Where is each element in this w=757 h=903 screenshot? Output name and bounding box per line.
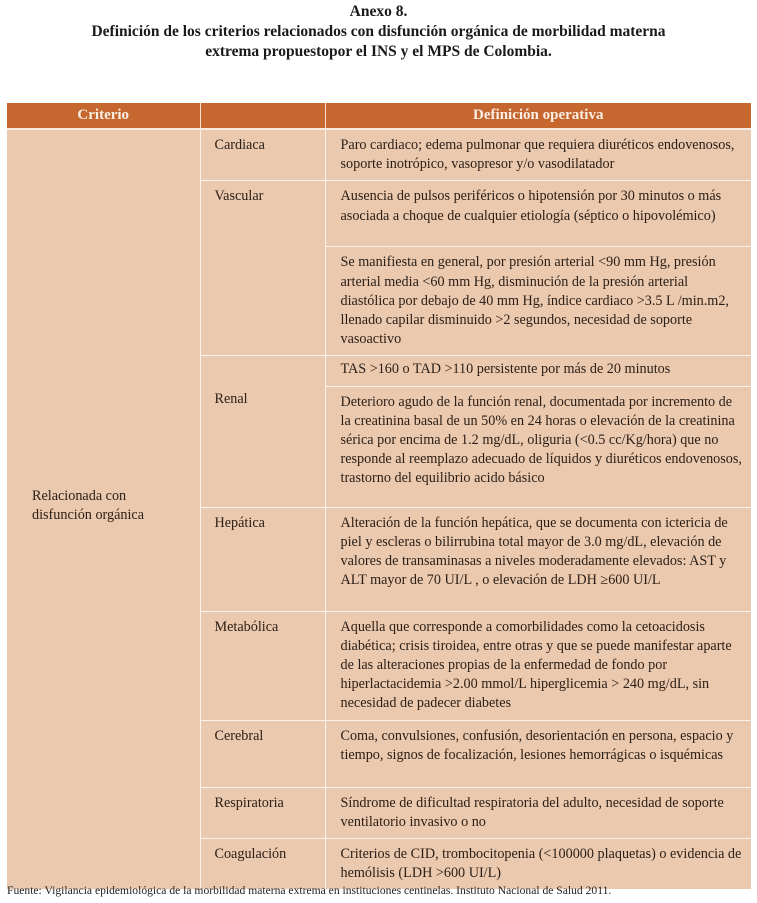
definition-cell: TAS >160 o TAD >110 persistente por más de 20 minutos (325, 356, 751, 386)
definition-cell: Ausencia de pulsos periféricos o hipotensión por 30 minutos o más asociada a choque de cualquier etiología (séptico o hipovolémico) (325, 181, 751, 247)
table-row (7, 129, 751, 181)
system-cell-renal: Renal (200, 356, 325, 507)
system-cell-hepatica: Hepática (200, 507, 325, 611)
title-line-2: extrema propuestopor el INS y el MPS de Colombia. (205, 43, 552, 60)
criteria-table (7, 103, 751, 890)
system-cell-respiratoria: Respiratoria (200, 787, 325, 838)
document-title (0, 2, 757, 62)
title-line-1: Definición de los criterios relacionados con disfunción orgánica de morbilidad materna (91, 23, 666, 40)
definition-cell: Aquella que corresponde a comorbilidades como la cetoacidosis diabética; crisis tiroidea, entre otras y que se puede manifestar aparte de las alteraciones propias de la enfermedad de fondo por hiperlactacidemia >2.00 mmol/L hiperglicemia > 240 mg/dL, sin necesidad de padecer diabetes (325, 611, 751, 720)
definition-cell: Coma, convulsiones, confusión, desorientación en persona, espacio y tiempo, signos de focalización, lesiones hemorrágicas o isquémicas (325, 720, 751, 787)
definition-cell: Síndrome de dificultad respiratoria del adulto, necesidad de soporte ventilatorio invasivo o no (325, 787, 751, 838)
definition-cell: Se manifiesta en general, por presión arterial <90 mm Hg, presión arterial media <60 mm Hg, disminución de la presión arterial diastólica por debajo de 40 mm Hg, índice cardiaco >3.5 L /min.m2, llenado capilar disminuido >2 segundos, necesidad de soporte vasoactivo (325, 247, 751, 356)
table-header-row (7, 103, 751, 129)
definition-cell: Criterios de CID, trombocitopenia (<100000 plaquetas) o evidencia de hemólisis (LDH >600 UI/L) (325, 839, 751, 890)
group-label-cell: Relacionada con disfunción orgánica (7, 129, 200, 889)
system-cell-metabolica: Metabólica (200, 611, 325, 720)
annex-label: Anexo 8. (349, 3, 408, 20)
system-cell-vascular: Vascular (200, 181, 325, 356)
definition-cell: Alteración de la función hepática, que se documenta con ictericia de piel y escleras o bilirrubina total mayor de 3.0 mg/dL, elevación de valores de transaminasas a niveles moderadamente elevados: AST y ALT mayor de 70 UI/L , o elevación de LDH ≥600 UI/L (325, 507, 751, 611)
source-footnote: Fuente: Vigilancia epidemiológica de la morbilidad materna extrema en instituciones centinelas. Instituto Nacional de Salud 2011. (7, 884, 612, 897)
system-cell-coagulacion: Coagulación (200, 839, 325, 890)
definition-cell: Paro cardiaco; edema pulmonar que requiera diuréticos endovenosos, soporte inotrópico, vasopresor y/o vasodilatador (325, 129, 751, 181)
system-cell-cardiaca: Cardiaca (200, 129, 325, 181)
definition-cell: Deterioro agudo de la función renal, documentada por incremento de la creatinina basal de un 50% en 24 horas o elevación de la creatinina sérica por encima de 1.2 mg/dL, oliguria (<0.5 cc/Kg/hora) que no responde al reemplazo adecuado de líquidos y diuréticos endovenosos, trastorno del equilibrio acido básico (325, 386, 751, 507)
column-header-definicion: Definición operativa (325, 103, 751, 129)
system-cell-cerebral: Cerebral (200, 720, 325, 787)
column-header-system (200, 103, 325, 129)
column-header-criterio: Criterio (7, 103, 200, 129)
